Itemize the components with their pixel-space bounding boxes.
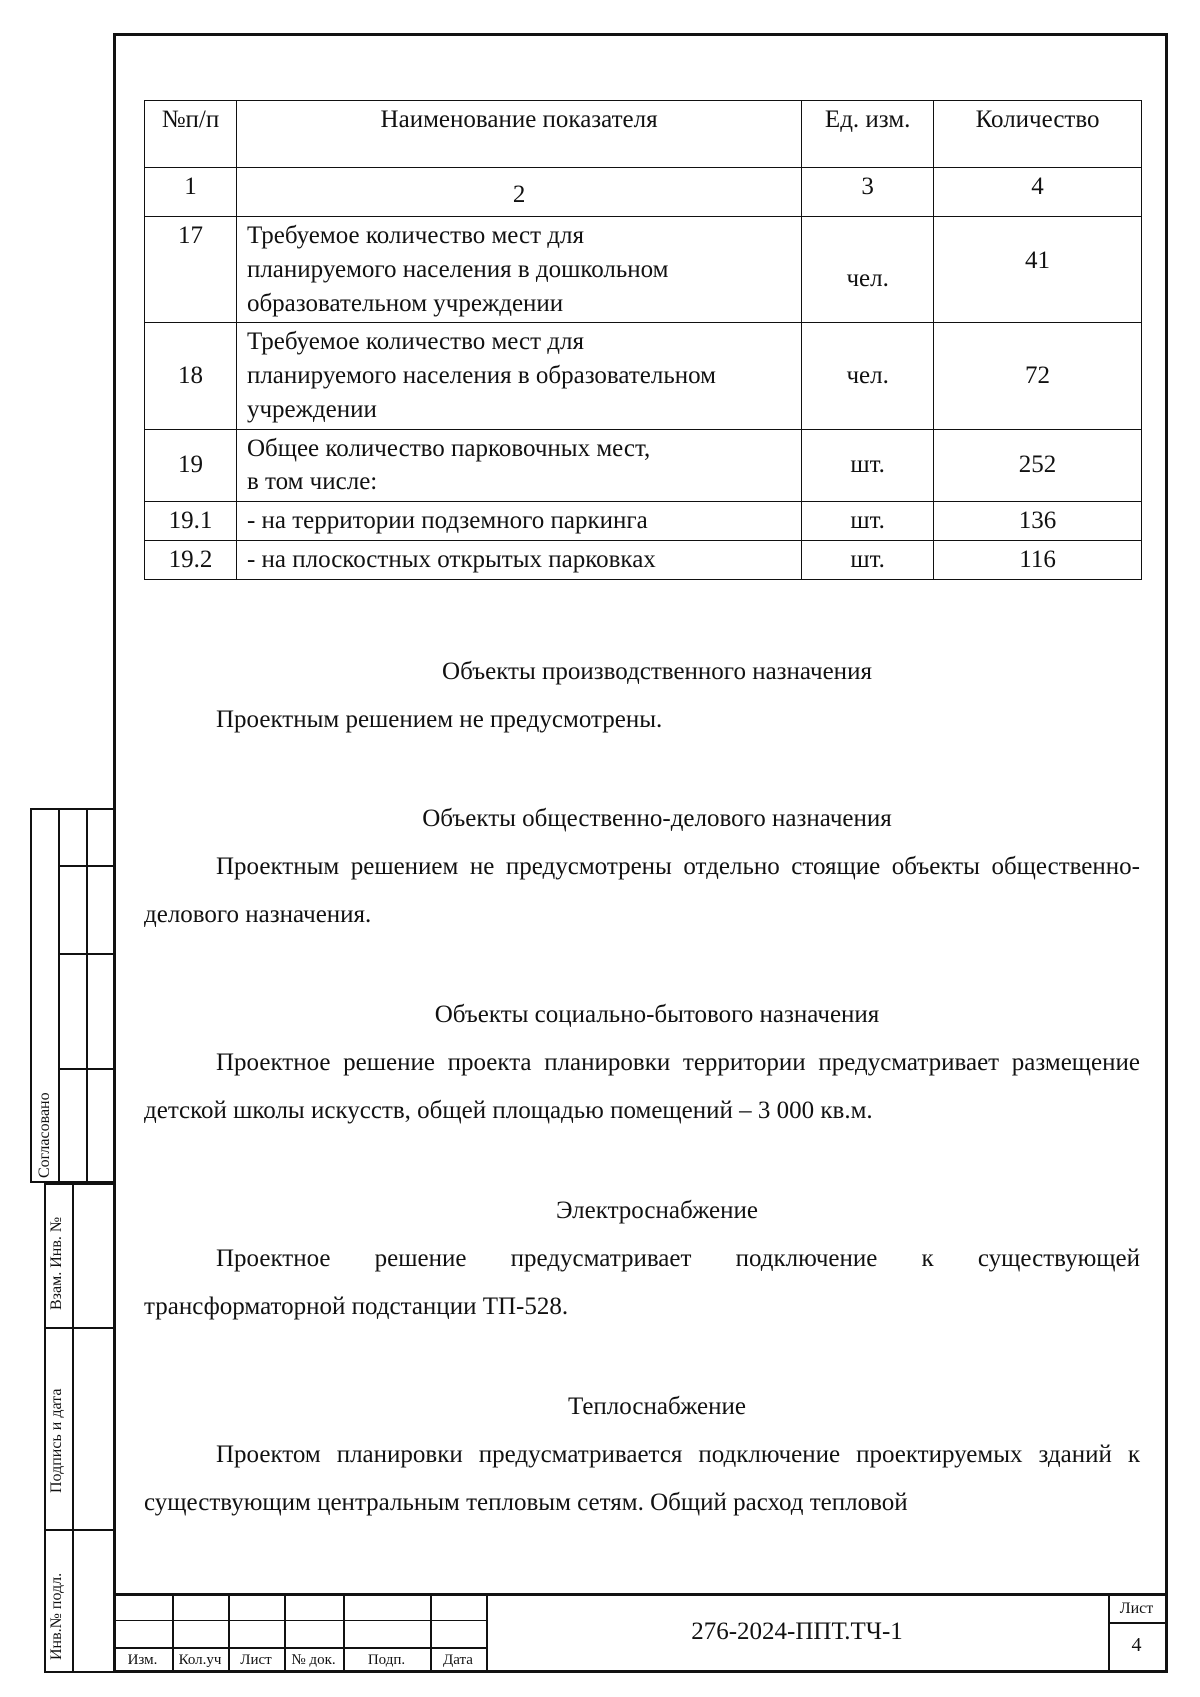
section-text: Проектным решением не предусмотрены отдельно стоящие объекты общественно-делового назначения.: [144, 853, 1140, 928]
section-heading: Объекты общественно-делового назначения: [422, 805, 892, 832]
header-qty: Количество: [934, 101, 1142, 168]
sign-date-label: Подпись и дата: [48, 1388, 65, 1493]
header-unit: Ед. изм.: [802, 101, 934, 168]
row-name-line: планируемого населения в дошкольном: [246, 255, 669, 283]
header-num: №п/п: [145, 101, 237, 168]
section-text: Проектное решение проекта планировки территории предусматривает размещение детской школы искусств, общей площадью помещений – 3 000 кв.м.: [144, 1049, 1140, 1124]
row-qty: 116: [934, 540, 1142, 579]
section-heading: Объекты социально-бытового назначения: [434, 1001, 880, 1028]
table-row: [145, 429, 1142, 502]
row-name-line: Общее количество парковочных мест,: [246, 434, 651, 462]
document-code: 276-2024-ППТ.ТЧ-1: [691, 1618, 903, 1645]
row-unit: шт.: [802, 429, 934, 502]
section-business: [144, 795, 1140, 939]
tb-col-izm: Изм.: [127, 1652, 158, 1668]
table-row: [145, 502, 1142, 541]
replace-inv-label: Взам. Инв. №: [48, 1216, 65, 1310]
row-num: 19.1: [145, 502, 237, 541]
side-divider: [44, 1327, 116, 1329]
section-power: [144, 1187, 1140, 1331]
row-unit: шт.: [802, 502, 934, 541]
side-divider: [58, 1068, 116, 1070]
section-heading: Объекты производственного назначения: [442, 658, 872, 685]
tb-col-podp: Подп.: [367, 1652, 406, 1668]
row-name-line: Требуемое количество мест для: [246, 328, 584, 356]
section-social: [144, 991, 1140, 1135]
section-text: Проектное решение предусматривает подключение к существующей трансформаторной подстанции ТП-528.: [144, 1245, 1140, 1320]
section-production: [144, 648, 1140, 744]
column-number: 2: [236, 168, 801, 217]
tb-col-data: Дата: [443, 1652, 473, 1668]
agreed-label: Согласовано: [36, 1092, 53, 1178]
row-name: [236, 323, 801, 429]
side-divider: [44, 1529, 116, 1531]
row-name: - на плоскостных открытых парковках: [236, 540, 801, 579]
row-unit: шт.: [802, 540, 934, 579]
tb-line: [1108, 1622, 1165, 1624]
row-qty: 72: [934, 323, 1142, 429]
row-num: 18: [145, 323, 237, 429]
section-heading: Теплоснабжение: [568, 1393, 746, 1420]
row-num: 17: [145, 217, 237, 323]
row-qty: 41: [934, 217, 1142, 323]
row-num: 19: [145, 429, 237, 502]
row-name-line: Требуемое количество мест для: [246, 222, 584, 249]
row-name-line: планируемого населения в образовательном: [246, 362, 716, 389]
section-text: Проектом планировки предусматривается подключение проектируемых зданий к существующим центральным тепловым сетям. Общий расход тепловой: [144, 1441, 1140, 1516]
row-name-line: образовательном учреждении: [246, 289, 564, 317]
row-name-line: учреждении: [246, 395, 377, 423]
row-name: [236, 429, 801, 502]
row-unit: чел.: [802, 217, 934, 323]
row-qty: 252: [934, 429, 1142, 502]
indicators-table: [144, 100, 1142, 580]
row-qty: 136: [934, 502, 1142, 541]
title-block: [113, 1593, 1168, 1673]
section-text: Проектным решением не предусмотрены.: [216, 706, 663, 733]
tb-col-ndok: № док.: [291, 1652, 336, 1668]
side-divider: [58, 953, 116, 955]
table-row: [145, 217, 1142, 323]
sheet-label: Лист: [1119, 1600, 1154, 1617]
section-heat: [144, 1383, 1140, 1527]
sheet-number: 4: [1131, 1634, 1142, 1656]
inv-orig-label: Инв.№ подл.: [48, 1572, 65, 1660]
table-header-row: [145, 101, 1142, 168]
table-column-numbers-row: [145, 168, 1142, 217]
table-row: [145, 323, 1142, 429]
row-num: 19.2: [145, 540, 237, 579]
tb-col-kolich: Кол.уч: [178, 1652, 222, 1668]
side-divider: [72, 1183, 74, 1673]
row-name: [236, 217, 801, 323]
side-divider: [58, 865, 116, 867]
row-unit: чел.: [802, 323, 934, 429]
table-row: [145, 540, 1142, 579]
row-name: - на территории подземного паркинга: [236, 502, 801, 541]
header-name: Наименование показателя: [236, 101, 801, 168]
tb-col-list: Лист: [240, 1652, 272, 1668]
row-name-line: в том числе:: [246, 468, 378, 496]
column-number: 3: [802, 168, 934, 217]
column-number: 1: [145, 168, 237, 217]
section-heading: Электроснабжение: [556, 1197, 758, 1224]
column-number: 4: [934, 168, 1142, 217]
